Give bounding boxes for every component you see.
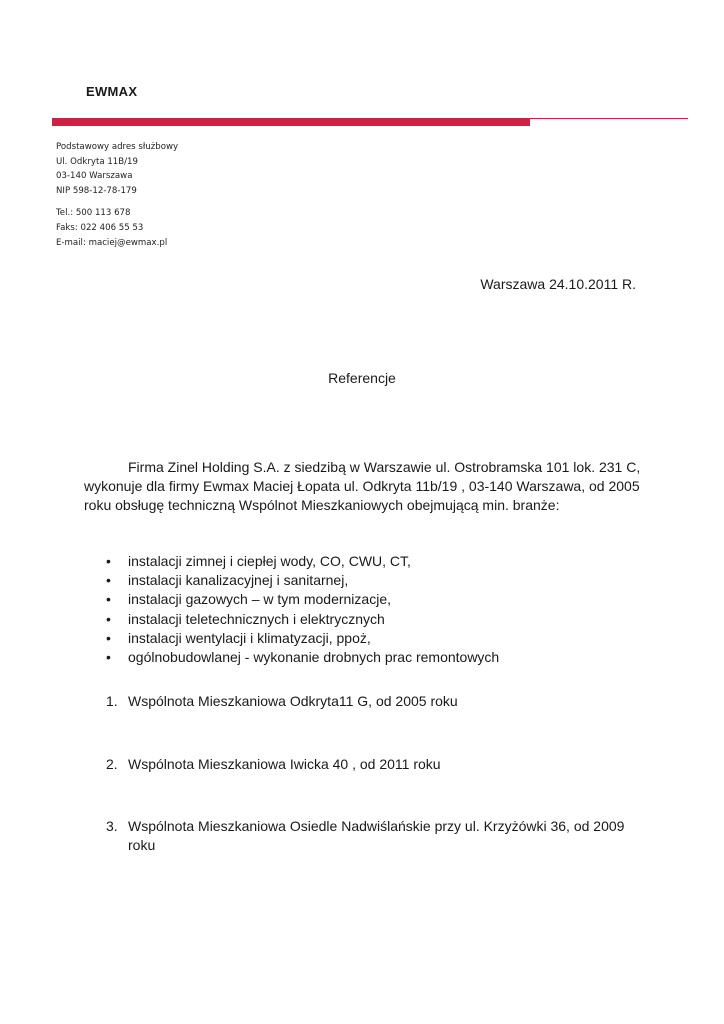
company-logo-text: EWMAX xyxy=(86,84,138,99)
services-bullet-list xyxy=(106,552,499,667)
contact-email: E-mail: maciej@ewmax.pl xyxy=(56,237,168,248)
intro-paragraph: Firma Zinel Holding S.A. z siedzibą w Warszawie ul. Ostrobramska 101 lok. 231 C, wykonuje dla firmy Ewmax Maciej Łopata ul. Odkryta 11b/19 , 03-140 Warszawa, od 2005 roku obsługę techniczną Wspólnot Mieszkaniowych obejmującą min. branże: xyxy=(84,459,641,514)
reference-item-3 xyxy=(106,817,626,855)
company-address-block xyxy=(56,140,178,250)
bullet-icon: • xyxy=(106,591,111,608)
list-item: • instalacji teletechnicznych i elektrycznych xyxy=(106,610,499,629)
reference-item-2 xyxy=(106,755,626,774)
reference-number: 3. xyxy=(106,818,118,834)
reference-text: Wspólnota Mieszkaniowa Iwicka 40 , od 2011 roku xyxy=(128,756,441,772)
reference-number: 2. xyxy=(106,756,118,772)
letter-title: Referencje xyxy=(328,370,396,386)
list-item: • ogólnobudowlanej - wykonanie drobnych prac remontowych xyxy=(106,648,499,667)
list-item: • instalacji zimnej i ciepłej wody, CO, CWU, CT, xyxy=(106,552,499,571)
reference-text: Wspólnota Mieszkaniowa Osiedle Nadwiślańskie przy ul. Krzyżówki 36, od 2009 roku xyxy=(128,818,625,854)
address-line: 03-140 Warszawa xyxy=(56,171,133,182)
bullet-icon: • xyxy=(106,553,111,569)
reference-number: 1. xyxy=(106,693,118,709)
contact-fax: Faks: 022 406 55 53 xyxy=(56,222,144,233)
reference-text: Wspólnota Mieszkaniowa Odkryta11 G, od 2005 roku xyxy=(128,693,458,709)
contact-phone: Tel.: 500 113 678 xyxy=(56,208,131,219)
list-item: • instalacji wentylacji i klimatyzacji, ppoż, xyxy=(106,629,499,648)
address-line: NIP 598-12-78-179 xyxy=(56,185,137,196)
address-line: Ul. Odkryta 11B/19 xyxy=(56,156,138,167)
header-thin-rule xyxy=(530,118,688,119)
bullet-icon: • xyxy=(106,629,111,646)
letter-date: Warszawa 24.10.2011 R. xyxy=(480,276,636,292)
bullet-icon: • xyxy=(106,572,111,589)
bullet-icon: • xyxy=(106,649,111,666)
header-accent-bar xyxy=(52,118,530,126)
bullet-icon: • xyxy=(106,610,111,627)
list-item: • instalacji kanalizacyjnej i sanitarnej, xyxy=(106,571,499,590)
reference-item-1 xyxy=(106,692,626,711)
address-line: Podstawowy adres służbowy xyxy=(56,142,179,152)
list-item: • instalacji gazowych – w tym modernizacje, xyxy=(106,590,499,609)
